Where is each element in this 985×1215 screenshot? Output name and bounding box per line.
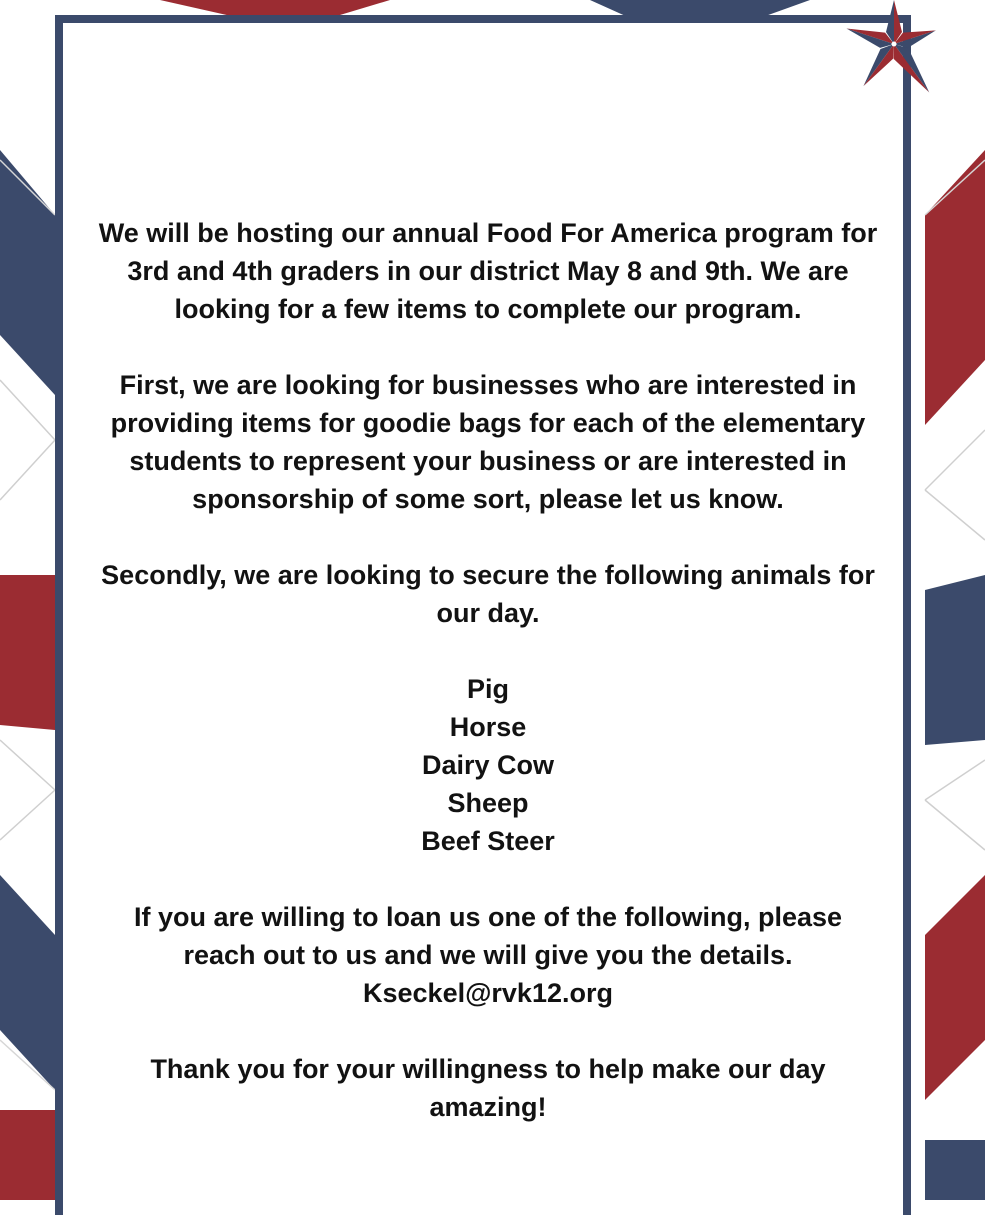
list-item: Beef Steer <box>421 826 555 856</box>
second-paragraph <box>70 556 906 632</box>
second-request-text: Secondly, we are looking to secure the following animals for our day. <box>101 560 875 628</box>
animal-list <box>70 670 906 860</box>
nautical-star-icon <box>822 0 958 110</box>
first-paragraph <box>70 366 906 518</box>
intro-text: We will be hosting our annual Food For America program for 3rd and 4th graders in our district May 8 and 9th. We are looking for a few items to complete our program. <box>98 218 878 324</box>
loan-paragraph <box>70 898 906 1012</box>
flyer-body <box>70 214 906 1126</box>
list-item: Horse <box>449 712 527 742</box>
loan-request-text: If you are willing to loan us one of the following, please reach out to us and we will give you the details. <box>133 902 843 970</box>
first-request-text: First, we are looking for businesses who are interested in providing items for goodie bags for each of the elementary students to represent your business or are interested in sponsorship of some sort, please let us know. <box>110 370 866 514</box>
intro-paragraph <box>70 214 906 328</box>
contact-email[interactable]: Kseckel@rvk12.org <box>363 978 613 1008</box>
list-item: Dairy Cow <box>421 750 555 780</box>
thanks-text: Thank you for your willingness to help make our day amazing! <box>150 1054 826 1122</box>
list-item: Sheep <box>447 788 529 818</box>
thanks-paragraph <box>70 1050 906 1126</box>
list-item: Pig <box>466 674 509 704</box>
